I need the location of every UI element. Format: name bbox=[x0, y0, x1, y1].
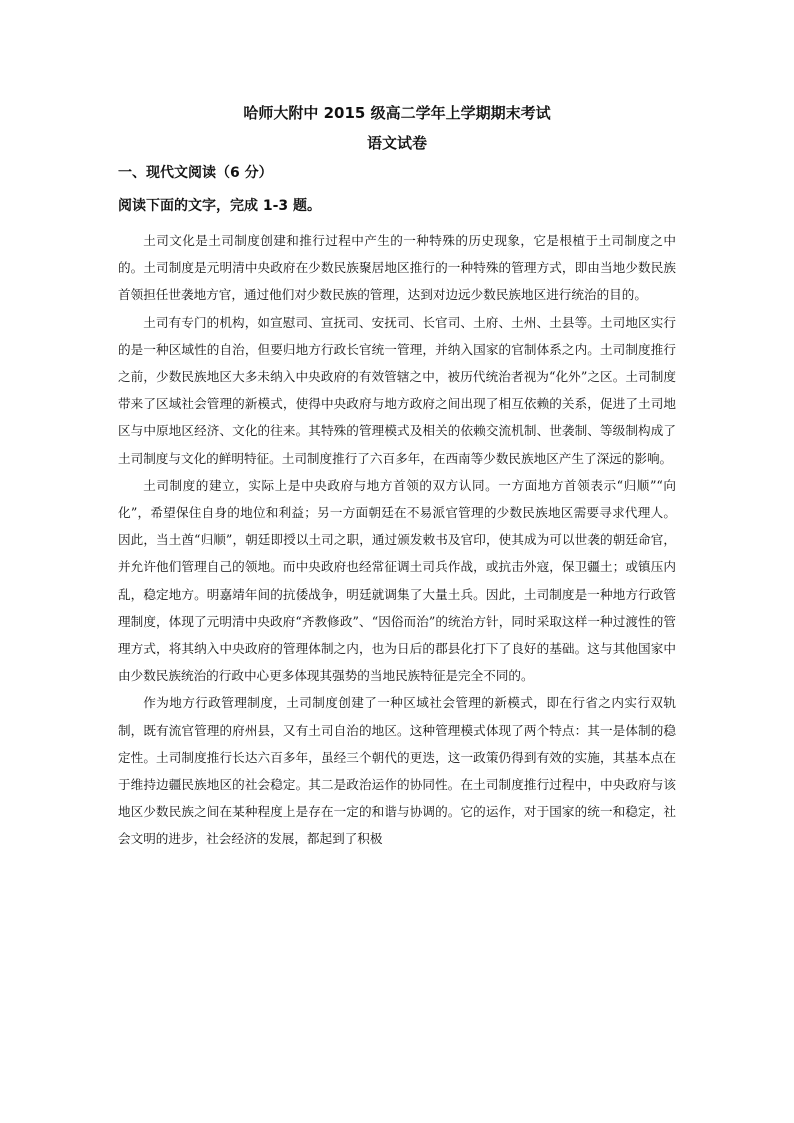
passage-paragraph-3: 土司制度的建立，实际上是中央政府与地方首领的双方认同。一方面地方首领表示“归顺”“向化”，希望保住自身的地位和利益；另一方面朝廷在不易派官管理的少数民族地区需要寻求代理人。因此，当土酋“归顺”，朝廷即授以土司之职，通过颁发敕书及官印，使其成为可以世袭的朝廷命官，并允许他们管理自己的领地。而中央政府也经常征调土司兵作战，或抗击外寇，保卫疆土；或镇压内乱，稳定地方。明嘉靖年间的抗倭战争，明廷就调集了大量土兵。因此，土司制度是一种地方行政管理制度，体现了元明清中央政府“齐教修政”、“因俗而治”的统治方针，同时采取这样一种过渡性的管理方式，将其纳入中央政府的管理体制之内，也为日后的郡县化打下了良好的基础。这与其他国家中由少数民族统治的行政中心更多体现其强势的当地民族特征是完全不同的。 bbox=[118, 477, 676, 684]
reading-instruction: 阅读下面的文字，完成 1-3 题。 bbox=[118, 198, 322, 214]
passage-paragraph-1: 土司文化是土司制度创建和推行过程中产生的一种特殊的历史现象，它是根植于土司制度之中的。土司制度是元明清中央政府在少数民族聚居地区推行的一种特殊的管理方式，即由当地少数民族首领担任世袭地方官，通过他们对少数民族的管理，达到对边远少数民族地区进行统治的目的。 bbox=[118, 233, 676, 303]
exam-subtitle: 语文试卷 bbox=[366, 134, 427, 152]
exam-title: 哈师大附中 2015 级高二学年上学期期末考试 bbox=[243, 104, 551, 122]
passage-paragraph-4: 作为地方行政管理制度，土司制度创建了一种区域社会管理的新模式，即在行省之内实行双轨制，既有流官管理的府州县，又有土司自治的地区。这种管理模式体现了两个特点：其一是体制的稳定性。土司制度推行长达六百多年，虽经三个朝代的更迭，这一政策仍得到有效的实施，其基本点在于维持边疆民族地区的社会稳定。其二是政治运作的协同性。在土司制度推行过程中，中央政府与该地区少数民族之间在某种程度上是存在一定的和谐与协调的。它的运作，对于国家的统一和稳定，社会文明的进步，社会经济的发展，都起到了积极 bbox=[118, 695, 676, 847]
passage-body bbox=[118, 227, 676, 853]
passage-paragraph-2: 土司有专门的机构，如宣慰司、宣抚司、安抚司、长官司、土府、土州、土县等。土司地区实行的是一种区域性的自治，但要归地方行政长官统一管理，并纳入国家的官制体系之内。土司制度推行之前，少数民族地区大多未纳入中央政府的有效管辖之中，被历代统治者视为“化外”之区。土司制度带来了区域社会管理的新模式，使得中央政府与地方政府之间出现了相互依赖的关系，促进了土司地区与中原地区经济、文化的往来。其特殊的管理模式及相关的依赖交流机制、世袭制、等级制构成了土司制度与文化的鲜明特征。土司制度推行了六百多年，在西南等少数民族地区产生了深远的影响。 bbox=[118, 314, 676, 466]
section-heading: 一、现代文阅读（6 分） bbox=[118, 165, 273, 181]
